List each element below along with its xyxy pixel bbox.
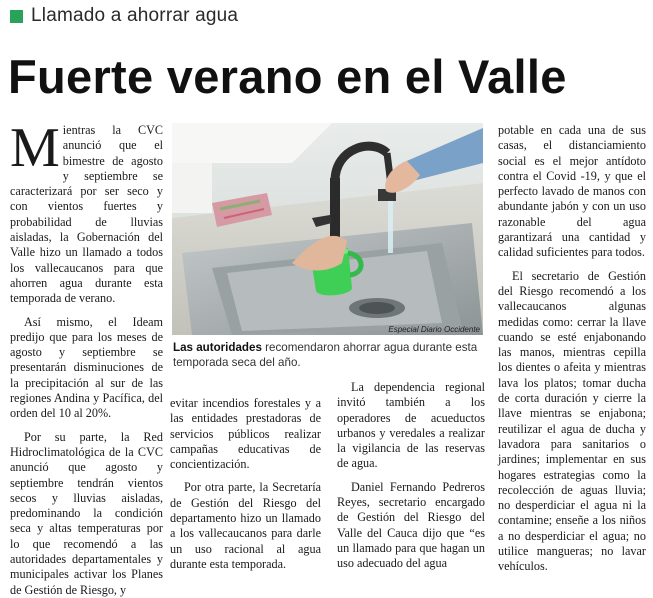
paragraph: Por otra parte, la Secretaría de Gestión del Riesgo del departamento hizo un llamado a los vallecaucanos para darle un uso racional al agua durante esta temporada. (170, 480, 321, 571)
article-column-2 (170, 396, 321, 576)
paragraph: La dependencia regional invitó también a los operadores de acueductos urbanos y veredales a realizar la vigilancia de las reservas de agua. (337, 380, 485, 471)
photo-caption (173, 340, 485, 370)
caption-text: recomendaron ahorrar agua durante esta temporada seca del año. (173, 341, 478, 369)
paragraph: Daniel Fernando Pedreros Reyes, secretario encargado de Gestión del Riesgo del Valle del Cauca dijo que “es un llamado para que hagan un uso adecuado del agua (337, 479, 485, 571)
paragraph: potable en cada una de sus casas, el distanciamiento social es el mejor antídoto contra el Covid -19, y que el perfecto lavado de manos con abundante jabón y con un uso razonable del agua garantizará una cantidad y calidad suficientes para todos. (498, 123, 646, 260)
paragraph: El secretario de Gestión del Riesgo recomendó a los vallecaucanos algunas medidas como: cerrar la llave cuando se esté enjabonando las manos, mientras cepilla los dientes o afeita y mientras lava los platos; tomar ducha de corta duración y cierre la llave mientras se enjabona; reutilizar el agua de ducha y lavadora para sanitarios o jardines; implementar en sus hogares estrategias como la recolección de aguas lluvia; no desperdiciar el agua ni la contamine; enseñe a los niños a no desperdiciar el agua; no utilice mangueras; no lavar vehículos. (498, 268, 646, 574)
section-kicker (10, 5, 238, 27)
paragraph: Por su parte, la Red Hidroclimatológica de la CVC anunció que agosto y septiembre tendrán vientos secos y lluvias aisladas, predominando la condición seca y altas temperaturas por lo que recomendó a las autoridades departamentales y municipales activar los Planes de Gestión de Riesgo, y (10, 429, 163, 597)
photo-credit: Especial Diario Occidente (388, 325, 480, 334)
article-photo (172, 123, 483, 335)
paragraph: Así mismo, el Ideam predijo que para los meses de agosto y septiembre se presentarán disminuciones de la precipitación al sur de las regiones Andina y Pacífica, del orden del 10 al 20%. (10, 314, 163, 421)
paragraph-text: ientras la CVC anunció que el bimestre de agosto y septiembre se caracterizará por ser seco y con vientos fuertes y probabilidad de lluvias aisladas, la Gobernación del Valle hizo un llamado a todos los vallecaucanos para que ahorren agua durante esta temporada de verano. (10, 123, 163, 306)
headline: Fuerte verano en el Valle (8, 50, 567, 103)
dropcap: M (10, 117, 60, 179)
paragraph: evitar incendios forestales y a las entidades prestadoras de servicios públicos realizar campañas educativas de concientización. (170, 396, 321, 472)
article-column-4 (498, 123, 646, 575)
faucet-photo-illustration (172, 123, 483, 335)
article-column-3 (337, 380, 485, 576)
caption-lead: Las autoridades (173, 341, 262, 354)
kicker-square-icon (10, 10, 23, 23)
kicker-text: Llamado a ahorrar agua (31, 5, 239, 26)
paragraph (10, 117, 163, 307)
article-column-1 (10, 117, 163, 597)
